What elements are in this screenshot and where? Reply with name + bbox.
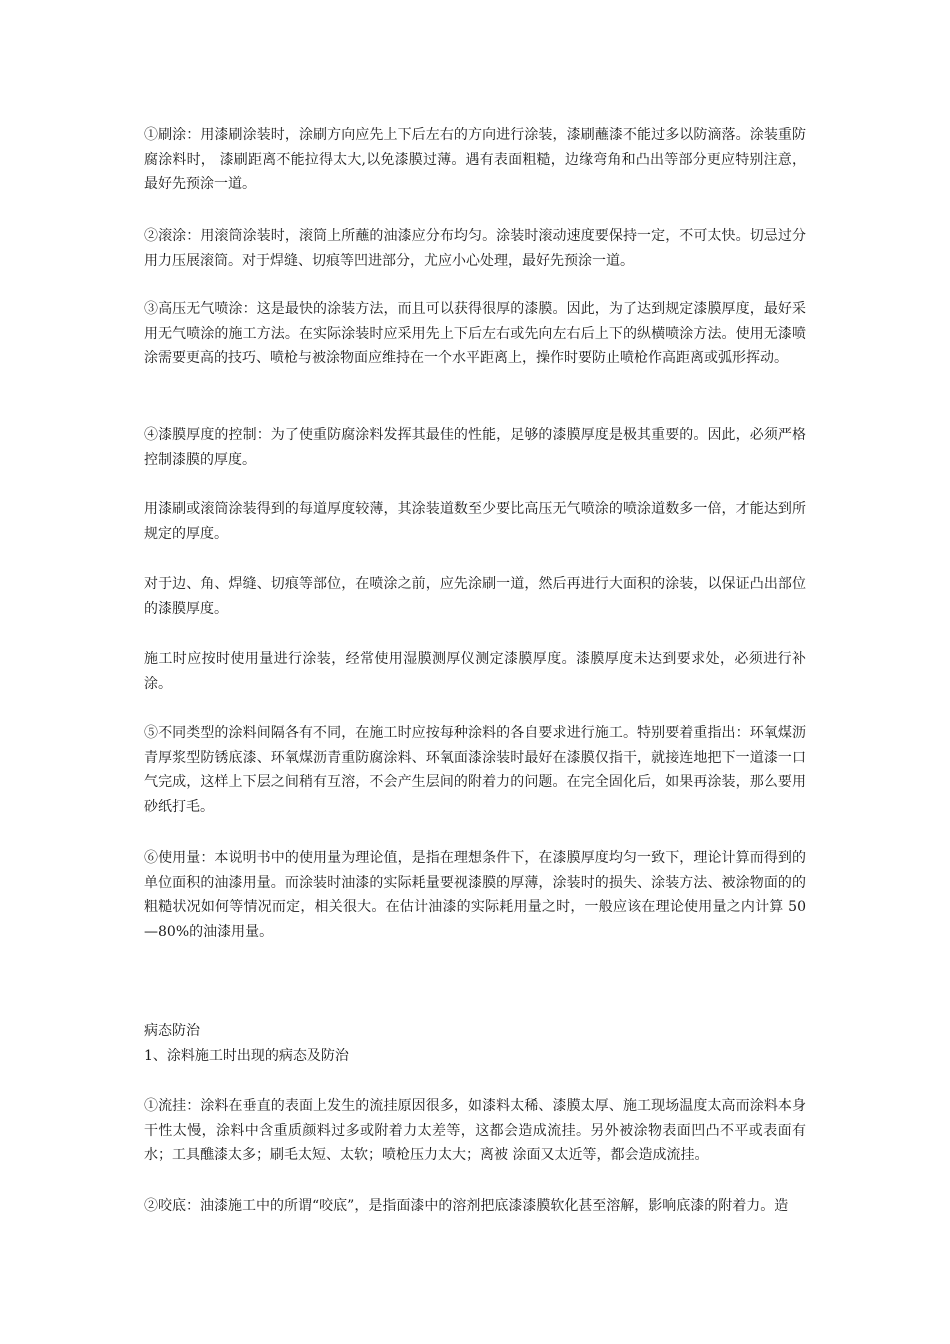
paragraph-wet-film-gauge: 施工时应按时使用量进行涂装，经常使用湿膜测厚仪测定漆膜厚度。漆膜厚度未达到要求处，必须进行补涂。 — [144, 651, 806, 692]
paragraph-coating-interval: ⑤不同类型的涂料间隔各有不同，在施工时应按每种涂料的各自要求进行施工。特别要着重指出：环氧煤沥青厚浆型防锈底漆、环氧煤沥青重防腐涂料、环氧面漆涂装时最好在漆膜仅指干，就接连地把下一道漆一口气完成，这样上下层之间稍有互溶，不会产生层间的附着力的问题。在完全固化后，如果再涂装，那么要用砂纸打毛。 — [144, 725, 806, 815]
paragraph-usage-amount: ⑥使用量：本说明书中的使用量为理论值，是指在理想条件下，在漆膜厚度均匀一致下，理论计算而得到的单位面积的油漆用量。而涂装时油漆的实际耗量要视漆膜的厚薄，涂装时的损失、涂装方法、被涂物面的的粗糙状况如何等情况而定，相关很大。在估计油漆的实际耗用量之时，一般应该在理论使用量之内计算 50—80%的油漆用量。 — [144, 850, 806, 940]
section-heading: 病态防治 — [144, 1023, 200, 1039]
paragraph-edges-corners: 对于边、角、焊缝、切痕等部位，在喷涂之前，应先涂刷一道，然后再进行大面积的涂装，以保证凸出部位的漆膜厚度。 — [144, 576, 806, 617]
paragraph-brush-coating: ①刷涂：用漆刷涂装时，涂刷方向应先上下后左右的方向进行涂装，漆刷蘸漆不能过多以防滴落。涂装重防腐涂料时， 漆刷距离不能拉得太大,以免漆膜过薄。遇有表面粗糙，边缘弯角和凸出等部分更应特别注意，最好先预涂一道。 — [144, 127, 806, 192]
paragraph-lifting: ②咬底：油漆施工中的所谓“咬底”，是指面漆中的溶剂把底漆漆膜软化甚至溶解，影响底漆的附着力。造 — [144, 1198, 789, 1214]
paragraph-film-thickness-control: ④漆膜厚度的控制：为了使重防腐涂料发挥其最佳的性能，足够的漆膜厚度是极其重要的。因此，必须严格控制漆膜的厚度。 — [144, 427, 806, 468]
paragraph-airless-spraying: ③高压无气喷涂：这是最快的涂装方法，而且可以获得很厚的漆膜。因此，为了达到规定漆膜厚度，最好采用无气喷涂的施工方法。在实际涂装时应采用先上下后左右或先向左右后上下的纵横喷涂方法。使用无漆喷涂需要更高的技巧、喷枪与被涂物面应维持在一个水平距离上，操作时要防止喷枪作高距离或弧形挥动。 — [144, 301, 806, 366]
paragraph-sagging: ①流挂：涂料在垂直的表面上发生的流挂原因很多，如漆料太稀、漆膜太厚、施工现场温度太高而涂料本身干性太慢，涂料中含重质颜料过多或附着力太差等，这都会造成流挂。另外被涂物表面凹凸不平或表面有水；工具醮漆太多；刷毛太短、太软；喷枪压力太大；离被 涂面又太近等，都会造成流挂。 — [144, 1098, 806, 1163]
paragraph-roller-coating: ②滚涂：用滚筒涂装时，滚筒上所蘸的油漆应分布均匀。涂装时滚动速度要保持一定，不可太快。切忌过分用力压展滚筒。对于焊缝、切痕等凹进部分，尤应小心处理，最好先预涂一道。 — [144, 228, 806, 269]
paragraph-coat-count: 用漆刷或滚筒涂装得到的每道厚度较薄，其涂装道数至少要比高压无气喷涂的喷涂道数多一倍，才能达到所规定的厚度。 — [144, 501, 806, 542]
subsection-heading: 1、涂料施工时出现的病态及防治 — [144, 1048, 349, 1064]
